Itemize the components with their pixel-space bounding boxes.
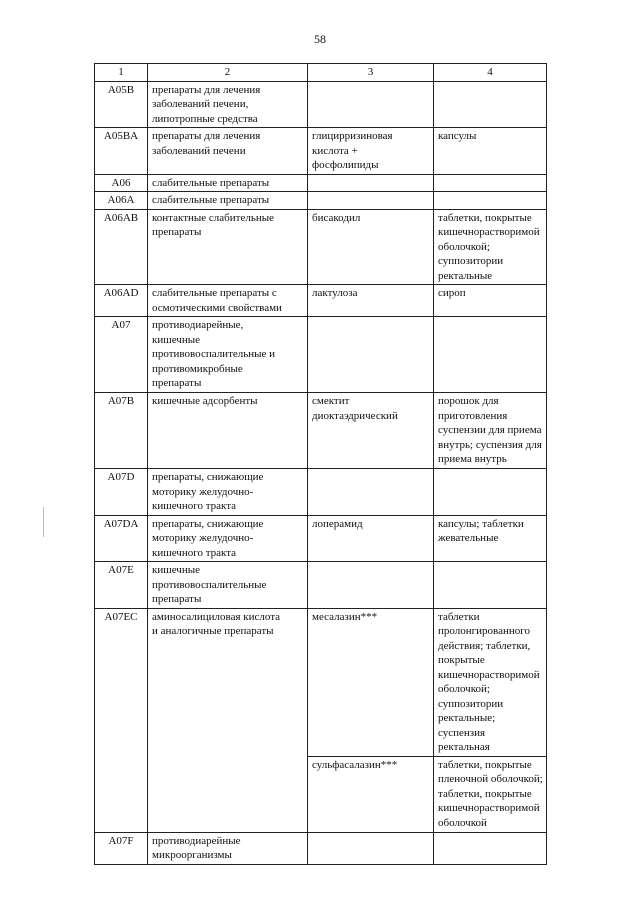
atc-code-cell: A07B xyxy=(95,393,148,469)
table-header-row xyxy=(95,64,547,82)
form-cell: таблетки, покрытые пленочной оболочкой; таблетки, покрытые кишечнорастворимой оболочкой xyxy=(434,756,547,832)
group-cell: аминосалициловая кислота и аналогичные препараты xyxy=(148,608,308,756)
atc-code-cell: A07D xyxy=(95,469,148,516)
group-cell: препараты, снижающие моторику желудочно- кишечного тракта xyxy=(148,515,308,562)
substance-cell xyxy=(308,832,434,864)
substance-cell: бисакодил xyxy=(308,209,434,285)
group-cell: слабительные препараты xyxy=(148,174,308,192)
substance-cell xyxy=(308,174,434,192)
atc-code-cell: A07F xyxy=(95,832,148,864)
substance-cell: смектит диоктаэдрический xyxy=(308,393,434,469)
table-row xyxy=(95,393,547,469)
group-cell xyxy=(148,756,308,832)
table-row xyxy=(95,285,547,317)
group-cell: слабительные препараты с осмотическими свойствами xyxy=(148,285,308,317)
table-row xyxy=(95,81,547,128)
atc-code-cell xyxy=(95,756,148,832)
table-row xyxy=(95,608,547,756)
substance-cell: лоперамид xyxy=(308,515,434,562)
substance-cell: лактулоза xyxy=(308,285,434,317)
atc-code-cell: A07EC xyxy=(95,608,148,756)
column-header-4: 4 xyxy=(434,64,547,82)
group-cell: противодиарейные микроорганизмы xyxy=(148,832,308,864)
form-cell: таблетки пролонгированного действия; таблетки, покрытые кишечнорастворимой оболочкой; суппозитории ректальные; суспензия ректальная xyxy=(434,608,547,756)
substance-cell xyxy=(308,562,434,609)
form-cell xyxy=(434,192,547,210)
scan-margin-mark xyxy=(43,507,44,537)
form-cell xyxy=(434,317,547,393)
atc-code-cell: A07E xyxy=(95,562,148,609)
atc-code-cell: A05B xyxy=(95,81,148,128)
column-header-3: 3 xyxy=(308,64,434,82)
group-cell: препараты для лечения заболеваний печени xyxy=(148,128,308,175)
table-row xyxy=(95,515,547,562)
table-row xyxy=(95,756,547,832)
form-cell xyxy=(434,832,547,864)
atc-code-cell: A06 xyxy=(95,174,148,192)
group-cell: контактные слабительные препараты xyxy=(148,209,308,285)
atc-code-cell: A06A xyxy=(95,192,148,210)
group-cell: кишечные адсорбенты xyxy=(148,393,308,469)
table-row xyxy=(95,174,547,192)
atc-code-cell: A06AD xyxy=(95,285,148,317)
substance-cell: сульфасалазин*** xyxy=(308,756,434,832)
substance-cell xyxy=(308,317,434,393)
form-cell: сироп xyxy=(434,285,547,317)
table-row xyxy=(95,209,547,285)
substance-cell xyxy=(308,81,434,128)
substance-cell: месалазин*** xyxy=(308,608,434,756)
table-row xyxy=(95,562,547,609)
table-row xyxy=(95,469,547,516)
form-cell: порошок для приготовления суспензии для приема внутрь; суспензия для приема внутрь xyxy=(434,393,547,469)
form-cell xyxy=(434,81,547,128)
substance-cell xyxy=(308,469,434,516)
group-cell: противодиарейные, кишечные противовоспалительные и противомикробные препараты xyxy=(148,317,308,393)
form-cell xyxy=(434,469,547,516)
atc-code-cell: A07 xyxy=(95,317,148,393)
form-cell: таблетки, покрытые кишечнорастворимой оболочкой; суппозитории ректальные xyxy=(434,209,547,285)
table-row xyxy=(95,317,547,393)
atc-code-cell: A05BA xyxy=(95,128,148,175)
atc-code-cell: A06AB xyxy=(95,209,148,285)
substance-cell: глицирризиновая кислота + фосфолипиды xyxy=(308,128,434,175)
column-header-1: 1 xyxy=(95,64,148,82)
form-cell xyxy=(434,174,547,192)
form-cell xyxy=(434,562,547,609)
table-row xyxy=(95,192,547,210)
page-number: 58 xyxy=(314,32,326,46)
group-cell: препараты для лечения заболеваний печени, липотропные средства xyxy=(148,81,308,128)
form-cell: капсулы xyxy=(434,128,547,175)
atc-code-cell: A07DA xyxy=(95,515,148,562)
group-cell: слабительные препараты xyxy=(148,192,308,210)
column-header-2: 2 xyxy=(148,64,308,82)
group-cell: препараты, снижающие моторику желудочно- кишечного тракта xyxy=(148,469,308,516)
table-row xyxy=(95,128,547,175)
medicines-table xyxy=(94,63,547,865)
group-cell: кишечные противовоспалительные препараты xyxy=(148,562,308,609)
table-row xyxy=(95,832,547,864)
form-cell: капсулы; таблетки жевательные xyxy=(434,515,547,562)
substance-cell xyxy=(308,192,434,210)
